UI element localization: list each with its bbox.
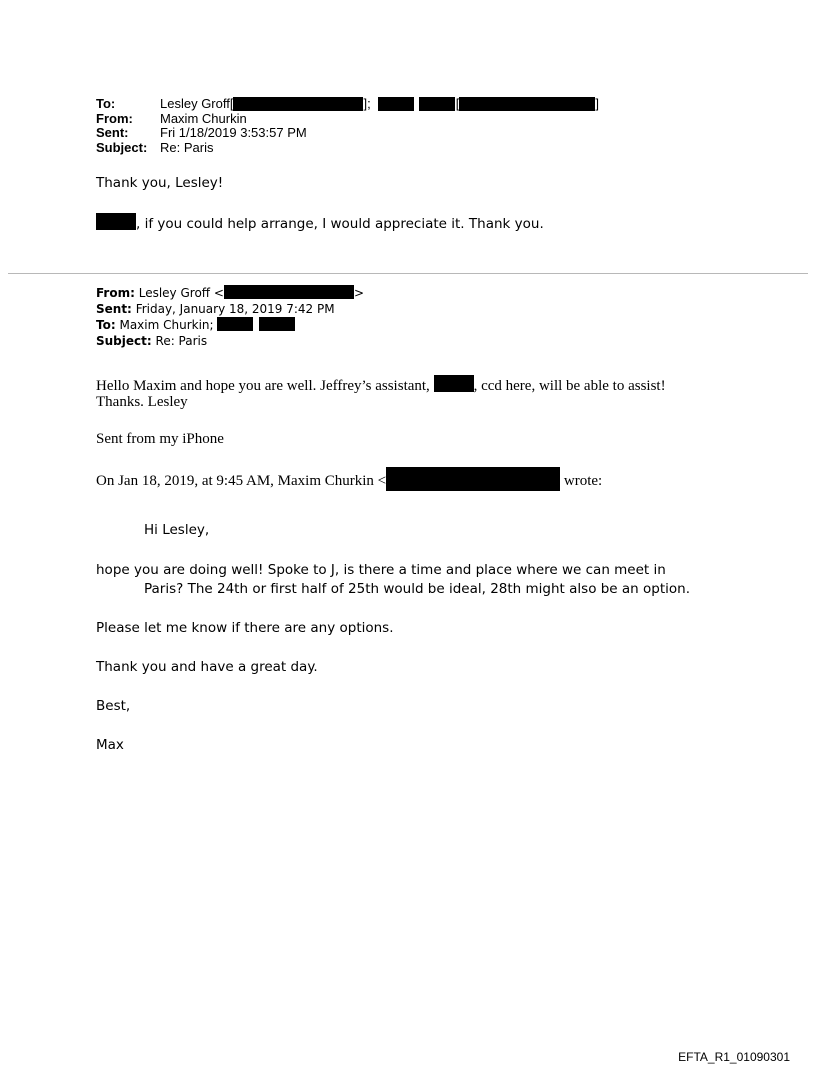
from-label: From: <box>96 110 133 126</box>
redaction-box <box>434 375 474 392</box>
subject-label: Subject: <box>96 139 148 155</box>
to-separator: [ <box>455 96 460 111</box>
message-divider <box>8 273 808 274</box>
header-subject-row <box>96 141 599 156</box>
to-separator: ] <box>595 96 599 111</box>
redaction-box <box>386 467 560 491</box>
fwd-from-row <box>96 285 364 302</box>
fwd-sent-row <box>96 302 364 318</box>
signature: Max <box>96 737 124 753</box>
on-date-a: On Jan 18, 2019, at 9:45 AM, Maxim Churkin < <box>96 473 387 489</box>
on-date-b: wrote: <box>563 473 603 489</box>
redaction-box <box>378 97 414 111</box>
fwd-from-close: > <box>353 286 364 300</box>
fwd-sent-value: Friday, January 18, 2019 7:42 PM <box>135 301 335 316</box>
fwd-subject-label: Subject: <box>96 333 152 348</box>
closing: Best, <box>96 698 131 714</box>
to-value: Lesley Groff[ <box>160 96 234 111</box>
to-separator: ]; <box>363 96 371 111</box>
sent-label: Sent: <box>96 125 129 140</box>
redaction-box <box>217 317 253 331</box>
forwarded-header <box>96 285 364 349</box>
from-value: Maxim Churkin <box>160 110 247 126</box>
header-sent-row <box>96 126 599 141</box>
reply-line-1: Thank you, Lesley! <box>96 175 224 191</box>
subject-value: Re: Paris <box>160 139 214 155</box>
to-label: To: <box>96 96 116 111</box>
fwd-subject-row <box>96 334 364 350</box>
lesley-line-2: Thanks. Lesley <box>96 394 188 410</box>
redaction-box <box>233 97 363 111</box>
redaction-box <box>459 97 595 111</box>
fwd-from-value: Lesley Groff < <box>138 286 224 300</box>
greeting: Hi Lesley, <box>144 522 210 538</box>
lesley-line-1-a: Hello Maxim and hope you are well. Jeffrey’s assistant, <box>96 378 430 394</box>
fwd-to-label: To: <box>96 318 116 332</box>
fwd-from-label: From: <box>96 286 135 300</box>
header-from-row <box>96 112 599 127</box>
sent-from-line: Sent from my iPhone <box>96 431 224 447</box>
document-id: EFTA_R1_01090301 <box>678 1050 790 1064</box>
para3: Thank you and have a great day. <box>96 659 318 675</box>
fwd-sent-label: Sent: <box>96 301 132 316</box>
para1-line-2: Paris? The 24th or first half of 25th would be ideal, 28th might also be an option. <box>144 581 691 597</box>
lesley-line-1-b: , ccd here, will be able to assist! <box>473 378 666 394</box>
redaction-box <box>224 285 354 299</box>
para1-line-1: hope you are doing well! Spoke to J, is there a time and place where we can meet in <box>96 562 666 578</box>
reply-line-2-text: , if you could help arrange, I would appreciate it. Thank you. <box>136 216 544 232</box>
redaction-box <box>259 317 295 331</box>
lesley-line-1 <box>96 375 666 395</box>
fwd-subject-value: Re: Paris <box>155 333 208 348</box>
para2: Please let me know if there are any options. <box>96 620 394 636</box>
header-to-row <box>96 97 599 112</box>
redaction-box <box>96 213 136 230</box>
email-header <box>96 97 599 155</box>
reply-line-2 <box>96 213 544 232</box>
on-date-line <box>96 467 602 491</box>
fwd-to-row <box>96 317 364 334</box>
redaction-box <box>419 97 455 111</box>
fwd-to-value: Maxim Churkin; <box>119 318 214 332</box>
sent-value: Fri 1/18/2019 3:53:57 PM <box>160 125 307 140</box>
